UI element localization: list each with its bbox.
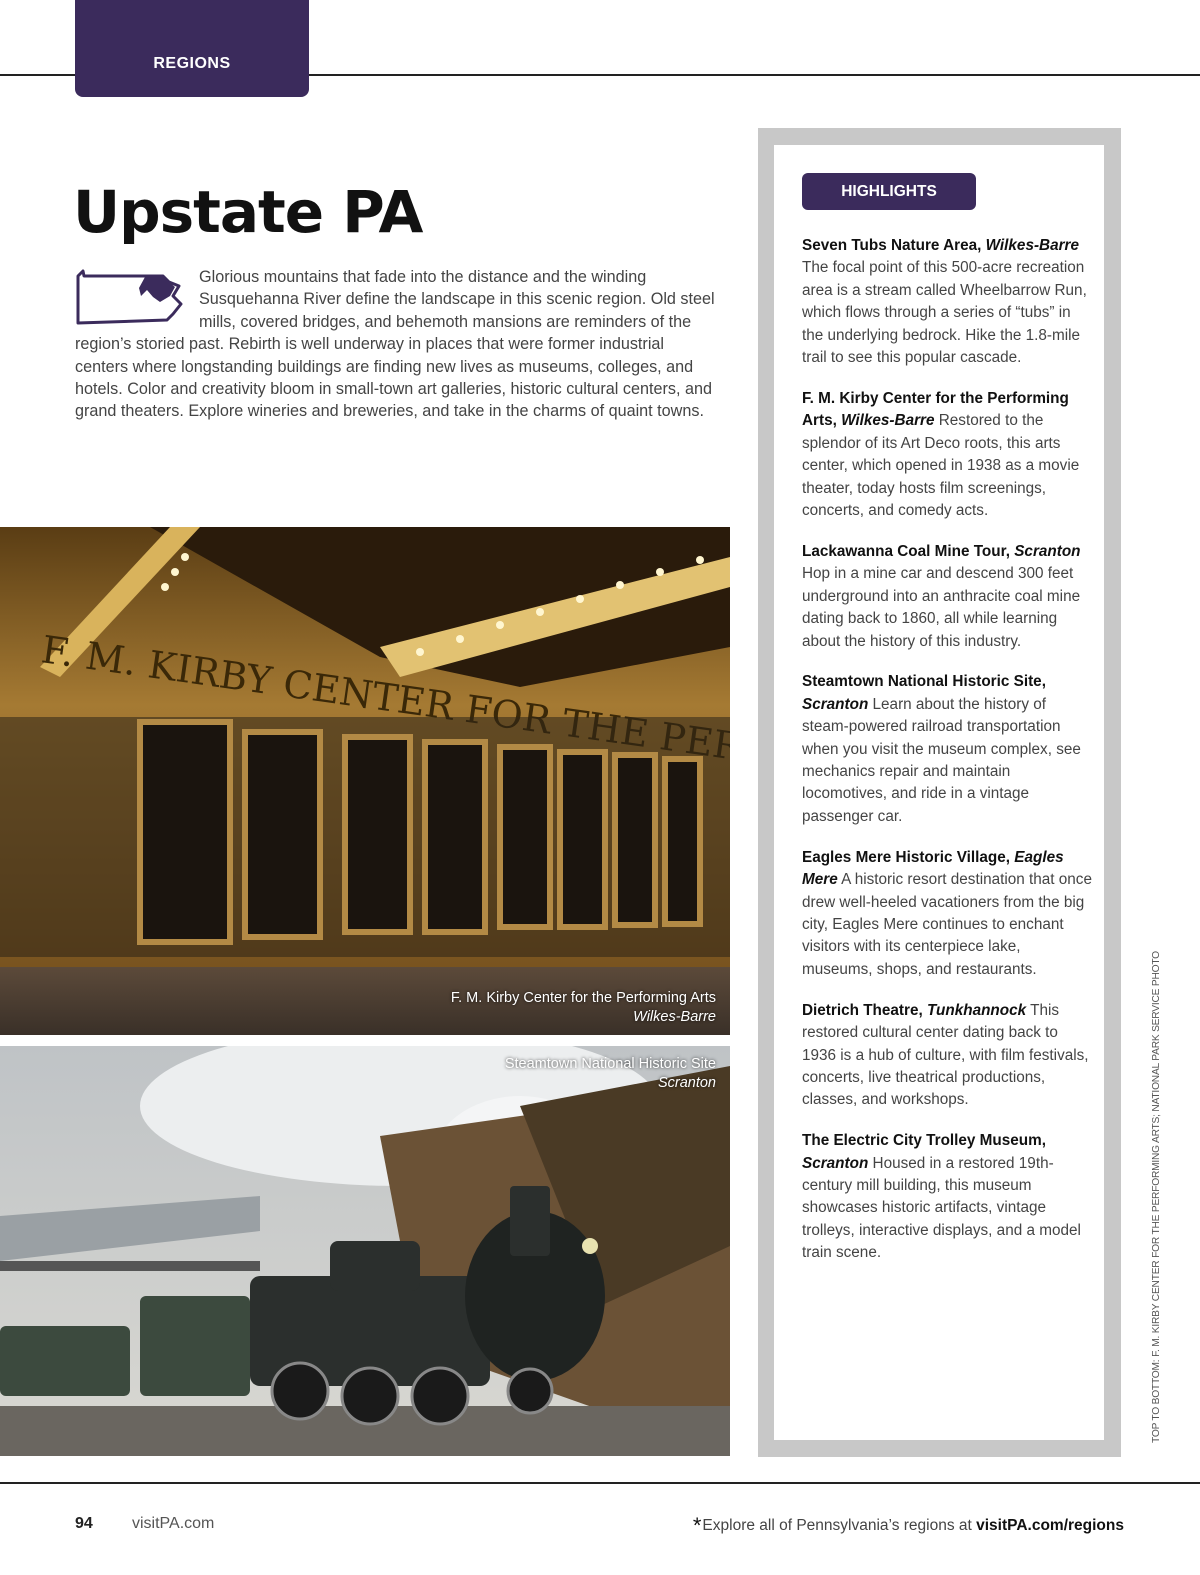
highlight-item <box>802 1000 1092 1112</box>
section-tab-label: REGIONS <box>153 55 231 72</box>
photo-caption <box>505 1055 716 1093</box>
highlight-place: Tunkhannock <box>926 1001 1027 1019</box>
page-number: 94 <box>75 1515 93 1532</box>
highlight-desc: Learn about the history of steam-powered railroad transportation when you visit the museum complex, see mechanics repair and maintain locomotives, and ride in a vintage passenger car. <box>802 695 1081 825</box>
highlight-item <box>802 1130 1092 1264</box>
highlight-place: Wilkes-Barre <box>985 237 1080 254</box>
highlight-place: Wilkes-Barre <box>841 412 935 430</box>
highlights-panel <box>774 145 1104 1440</box>
asterisk-icon: * <box>692 1513 702 1538</box>
kirby-center-image <box>0 527 730 1035</box>
intro-text: Glorious mountains that fade into the distance and the winding Susquehanna River define the landscape in this scenic region. Old steel mills, covered bridges, and behemoth mansions are reminders of the region’s storied past. Rebirth is well underway in places that were former industrial centers where longstanding buildings are finding new lives as museums, colleges, and hotels. Color and creativity bloom in small-town art galleries, historic cultural centers, and grand theaters. Explore wineries and breweries, and take in the charms of quaint towns. <box>75 268 715 421</box>
intro-paragraph <box>75 266 720 423</box>
highlight-desc: This restored cultural center dating back to 1936 is a hub of culture, with film festivals, concerts, live theatrical productions, classes, and workshops. <box>802 1001 1089 1109</box>
site-link[interactable]: visitPA.com <box>132 1515 215 1532</box>
highlight-item <box>802 235 1092 369</box>
highlight-name: Lackawanna Coal Mine Tour, <box>802 542 1015 560</box>
steamtown-photo <box>0 1046 730 1456</box>
highlight-item <box>802 388 1092 522</box>
highlight-place: Scranton <box>1014 542 1081 560</box>
caption-name: F. M. Kirby Center for the Performing Arts <box>450 990 716 1006</box>
highlight-name: Seven Tubs Nature Area, <box>802 237 986 254</box>
highlights-label: HIGHLIGHTS <box>802 173 976 210</box>
caption-place: Scranton <box>657 1075 716 1091</box>
highlights-list <box>802 235 1092 1283</box>
highlight-place: Scranton <box>802 1154 869 1172</box>
photo-caption <box>451 989 716 1027</box>
highlight-name: F. M. Kirby Center for the Performing Arts, <box>802 389 1069 430</box>
highlight-name: Steamtown National Historic Site, <box>802 673 1046 691</box>
highlight-name: Eagles Mere Historic Village, <box>802 848 1015 866</box>
page-title: Upstate PA <box>73 178 423 246</box>
highlight-desc: The focal point of this 500-acre recreation area is a stream called Wheelbarrow Run, which flows through a series of “tubs” in the underlying bedrock. Hike the 1.8-mile trail to see this popular cascade. <box>802 259 1087 367</box>
highlight-item <box>802 671 1092 828</box>
footer-note <box>693 1513 1124 1539</box>
footer-note-text: Explore all of Pennsylvania’s regions at <box>702 1517 977 1534</box>
pennsylvania-map-icon <box>75 268 187 326</box>
highlight-place: Eagles Mere <box>802 848 1064 889</box>
highlight-item <box>802 541 1092 653</box>
highlight-desc: Restored to the splendor of its Art Deco roots, this arts center, which opened in 1938 as a movie theater, today hosts film screenings, concerts, and comedy acts. <box>802 412 1080 519</box>
highlight-name: The Electric City Trolley Museum, <box>802 1132 1046 1150</box>
photo-credit: TOP TO BOTTOM: F. M. KIRBY CENTER FOR THE PERFORMING ARTS; NATIONAL PARK SERVICE PHOTO <box>1151 951 1162 1443</box>
regions-link[interactable]: visitPA.com/regions <box>976 1517 1124 1534</box>
highlight-place: Scranton <box>802 695 869 713</box>
steamtown-image <box>0 1046 730 1456</box>
highlight-desc: Housed in a restored 19th-century mill building, this museum showcases historic artifacts, vintage trolleys, interactive displays, and a model train scene. <box>802 1154 1081 1262</box>
highlight-name: Dietrich Theatre, <box>802 1001 927 1019</box>
kirby-center-photo <box>0 527 730 1035</box>
section-tab[interactable] <box>75 0 309 97</box>
highlights-sidebar <box>758 128 1121 1457</box>
footer-rule <box>0 1482 1200 1484</box>
highlight-item <box>802 847 1092 981</box>
caption-place: Wilkes-Barre <box>633 1009 716 1025</box>
highlight-desc: A historic resort destination that once drew well-heeled vacationers from the big city, Eagles Mere continues to enchant visitors with its centerpiece lake, museums, shops, and restaurants. <box>802 871 1092 978</box>
highlight-desc: Hop in a mine car and descend 300 feet underground into an anthracite coal mine dating back to 1860, all while learning about the history of this industry. <box>802 565 1081 650</box>
caption-name: Steamtown National Historic Site <box>504 1056 716 1072</box>
